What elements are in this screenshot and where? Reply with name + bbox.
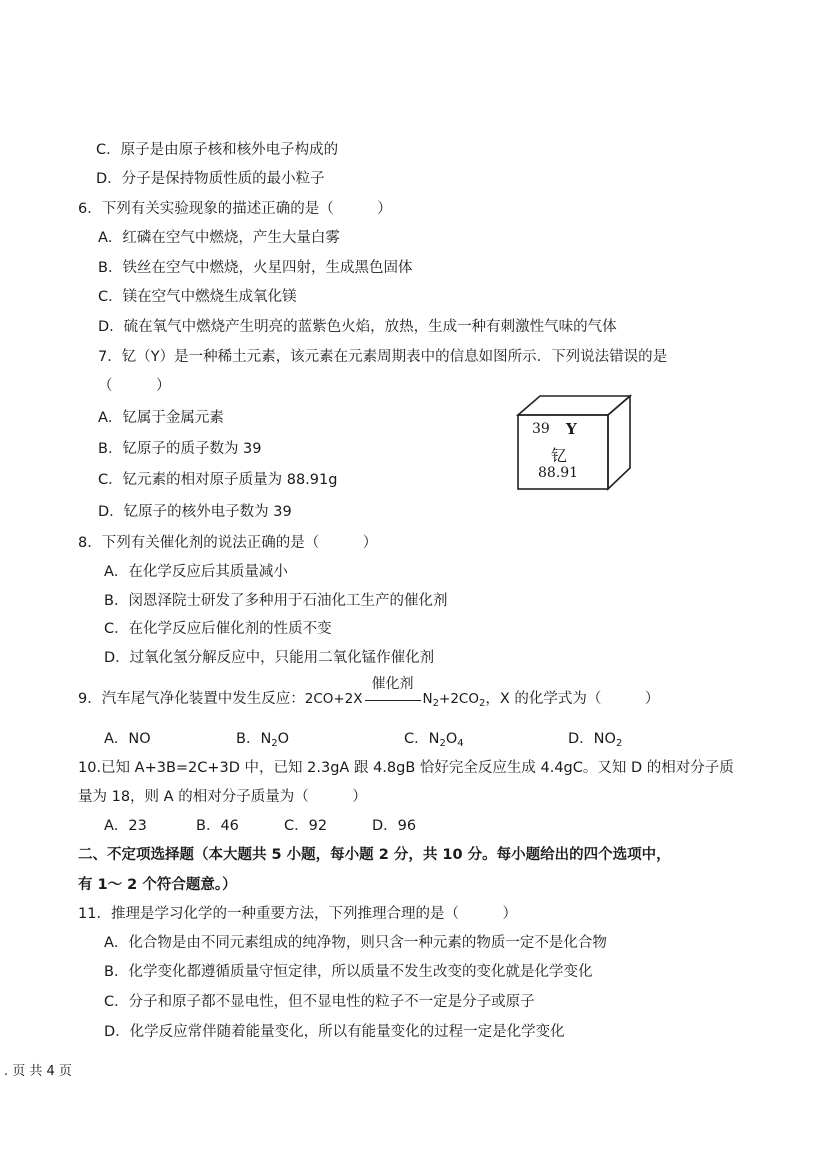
q8-option-d: D．过氧化氢分解反应中，只能用二氧化锰作催化剂	[104, 650, 435, 666]
q11-option-b: B．化学变化都遵循质量守恒定律，所以质量不发生改变的变化就是化学变化	[104, 964, 593, 980]
catalyst-label: 催化剂	[371, 676, 414, 692]
reaction-line	[365, 700, 421, 701]
q9-option-c	[404, 729, 464, 754]
q9-option-b	[236, 729, 289, 754]
q8-option-c: C．在化学反应后催化剂的性质不变	[104, 621, 332, 637]
q11-option-d: D．化学反应常伴随着能量变化，所以有能量变化的过程一定是化学变化	[104, 1024, 565, 1040]
q9-option-b-pre: B．N	[236, 731, 272, 747]
q5-option-c: C．原子是由原子核和核外电子构成的	[96, 142, 339, 158]
q9-stem	[78, 676, 660, 714]
q9-option-c-mid: O	[445, 731, 458, 747]
q11-stem: 11．推理是学习化学的一种重要方法，下列推理合理的是（ ）	[78, 906, 517, 922]
q10-option-a: A．23	[104, 818, 147, 834]
q6-option-b: B．铁丝在空气中燃烧，火星四射，生成黑色固体	[98, 260, 413, 276]
q6-option-d: D．硫在氧气中燃烧产生明亮的蓝紫色火焰，放热，生成一种有刺激性气味的气体	[98, 319, 617, 335]
element-cube-figure	[506, 393, 636, 499]
q7-option-b: B．钇原子的质子数为 39	[98, 441, 262, 457]
q8-option-b: B．闵恩泽院士研发了多种用于石油化工生产的催化剂	[104, 593, 448, 609]
q6-stem: 6．下列有关实验现象的描述正确的是（ ）	[78, 201, 392, 217]
q10-stem-line2: 量为 18，则 A 的相对分子质量为（ ）	[78, 789, 367, 805]
q10-stem-line1: 10.已知 A+3B=2C+3D 中，已知 2.3gA 跟 4.8gB 恰好完全反应生成 4.4gC。又知 D 的相对分子质	[78, 760, 734, 776]
atomic-mass: 88.91	[538, 465, 579, 481]
q6-option-c: C．镁在空气中燃烧生成氧化镁	[98, 289, 297, 305]
q9-option-b-sub: 2	[271, 738, 278, 749]
q6-option-a: A．红磷在空气中燃烧，产生大量白雾	[98, 230, 340, 246]
q7-option-c: C．钇元素的相对原子质量为 88.91g	[98, 472, 338, 488]
q10-option-c: C．92	[284, 818, 328, 834]
q7-option-a: A．钇属于金属元素	[98, 410, 224, 426]
cube-outline	[506, 393, 636, 499]
q7-option-d: D．钇原子的核外电子数为 39	[98, 504, 292, 520]
atomic-number: 39	[532, 421, 550, 437]
q9-option-d-sub: 2	[615, 738, 623, 749]
q9-option-c-sub1: 2	[439, 738, 446, 749]
q10-option-d: D．96	[372, 818, 417, 834]
q8-option-a: A．在化学反应后其质量减小	[104, 564, 288, 580]
q9-option-d-pre: D．NO	[568, 731, 616, 747]
q9-stem-suffix: ，X 的化学式为（ ）	[485, 691, 660, 707]
q11-option-a: A．化合物是由不同元素组成的纯净物，则只含一种元素的物质一定不是化合物	[104, 935, 607, 951]
q9-option-d	[568, 729, 622, 754]
q9-product-n: N	[422, 691, 433, 707]
section-2-heading-line2: 有 1～ 2 个符合题意。）	[78, 877, 237, 893]
q8-stem: 8．下列有关催化剂的说法正确的是（ ）	[78, 535, 378, 551]
q9-option-b-post: O	[277, 731, 290, 747]
q9-option-c-pre: C．N	[404, 731, 440, 747]
element-symbol: Y	[566, 420, 577, 438]
q9-product-n-sub: 2	[432, 698, 440, 709]
element-name: 钇	[551, 446, 568, 465]
q11-option-c: C．分子和原子都不显电性，但不显电性的粒子不一定是分子或原子	[104, 994, 535, 1010]
section-2-heading-line1: 二、不定项选择题（本大题共 5 小题，每小题 2 分，共 10 分。每小题给出的四个选项中，	[78, 847, 671, 863]
q9-product-co: +2CO	[439, 691, 479, 707]
q9-reactants: 2CO+2X	[304, 691, 363, 707]
q9-option-c-sub2: 4	[457, 738, 464, 749]
catalyst-arrow	[365, 676, 421, 709]
q7-answer-blank: （ ）	[98, 378, 171, 394]
q9-product-co-sub: 2	[478, 698, 486, 709]
q9-option-a: A．NO	[104, 731, 151, 747]
page-footer: . 页 共 4 页	[4, 1064, 72, 1079]
q10-option-b: B．46	[196, 818, 239, 834]
q7-stem: 7．钇（Y）是一种稀土元素，该元素在元素周期表中的信息如图所示．下列说法错误的是	[98, 349, 668, 365]
q5-option-d: D．分子是保持物质性质的最小粒子	[96, 171, 325, 187]
q9-stem-prefix: 9．汽车尾气净化装置中发生反应：	[78, 691, 305, 707]
